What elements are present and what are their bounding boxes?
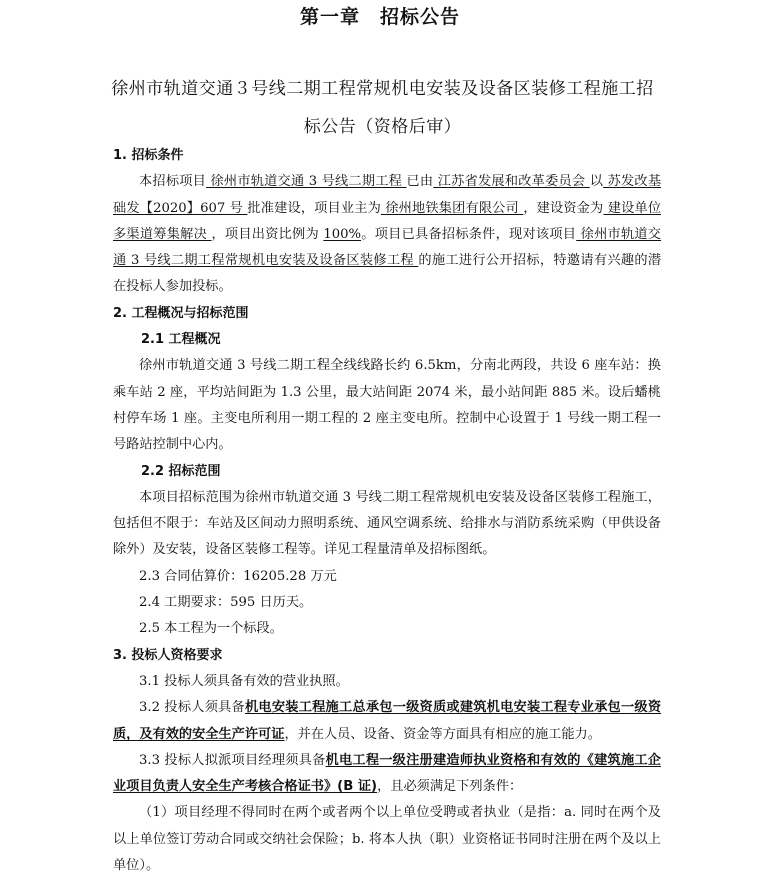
document-body [113,143,661,879]
section-1-paragraph [113,169,661,300]
text: 3.3 投标人拟派项目经理须具备 [139,752,326,768]
text: 的施工进行公开招标，特邀请有兴趣的潜在投标人参加投标。 [113,253,662,295]
text: 已由 [406,174,434,190]
tender-section: 2.5 本工程为一个标段。 [139,621,283,637]
section-2-heading: 2. 工程概况与招标范围 [113,305,249,321]
text: 批准建设，项目业主为 [247,200,381,216]
document-title: 徐州市轨道交通３号线二期工程常规机电安装及设备区装修工程施工招标公告（资格后审） [111,79,654,137]
text: ，项目出资比例为 [211,226,324,242]
funding-ratio: 100% [323,226,362,242]
manager-qualification-emphasis: 机电工程一级注册建造师执业资格和有效的《建筑施工企业项目负责人安全生产考核合格证书》(B 证) [113,752,661,795]
section-2-2-heading: 2.2 招标范围 [141,463,221,479]
construction-period: 2.4 工期要求：595 日历天。 [139,595,313,611]
approval-document: 苏发改基础发【2020】607 号 [113,174,662,216]
requirement-3-3-1: （1）项目经理不得同时在两个或者两个以上单位受聘或者执业（是指：a. 同时在两个及以上单位签订劳动合同或交纳社会保险；b. 将本人执（职）业资格证书同时注册在两个及以上单位）。 [113,805,661,874]
requirement-3-1: 3.1 投标人须具备有效的营业执照。 [139,673,349,689]
requirement-3-2 [113,695,661,748]
chapter-heading: 第一章 招标公告 [299,6,460,28]
text: ，且必须满足下列条件： [377,779,523,795]
qualification-emphasis: 机电安装工程施工总承包一级资质或建筑机电安装工程专业承包一级资质，及有效的安全生产许可证 [113,700,662,742]
funding-source: 建设单位多渠道筹集解决 [113,200,662,242]
project-owner: 徐州地铁集团有限公司 [380,200,524,216]
project-name: 徐州市轨道交通 3 号线二期工程 [206,174,407,190]
text: 本招标项目 [139,174,207,190]
text: ，建设资金为 [523,200,604,216]
text: 3.2 投标人须具备 [139,700,245,716]
project-overview-paragraph: 徐州市轨道交通 3 号线二期工程全线线路长约 6.5km，分南北两段，共设 6 座车站：换乘车站 2 座，平均站间距为 1.3 公里，最大站间距 2074 米，最小站间距 885 米。设后蟠桃村停车场 1 座。主变电所利用一期工程的 2 座主变电所。控制中心设置于 1 号线一期工程一号路站控制中心内。 [113,358,661,453]
contract-estimate: 2.3 合同估算价：16205.28 万元 [139,568,337,584]
text: 以 [589,174,604,190]
section-2-1-heading: 2.1 工程概况 [141,332,221,348]
section-3-heading: 3. 投标人资格要求 [113,647,223,663]
approval-authority: 江苏省发展和改革委员会 [433,174,590,190]
text: 。项目已具备招标条件，现对该项目 [361,226,577,242]
tender-scope-paragraph: 本项目招标范围为徐州市轨道交通 3 号线二期工程常规机电安装及设备区装修工程施工，包括但不限于：车站及区间动力照明系统、通风空调系统、给排水与消防系统采购（甲供设备除外）及安装，设备区装修工程等。详见工程量清单及招标图纸。 [113,489,661,558]
tender-project: 徐州市轨道交通 3 号线二期工程常规机电安装及设备区装修工程 [113,226,661,269]
requirement-3-3 [113,748,661,801]
section-1-heading: 1. 招标条件 [113,148,184,163]
text: ，并在人员、设备、资金等方面具有相应的施工能力。 [284,726,601,742]
